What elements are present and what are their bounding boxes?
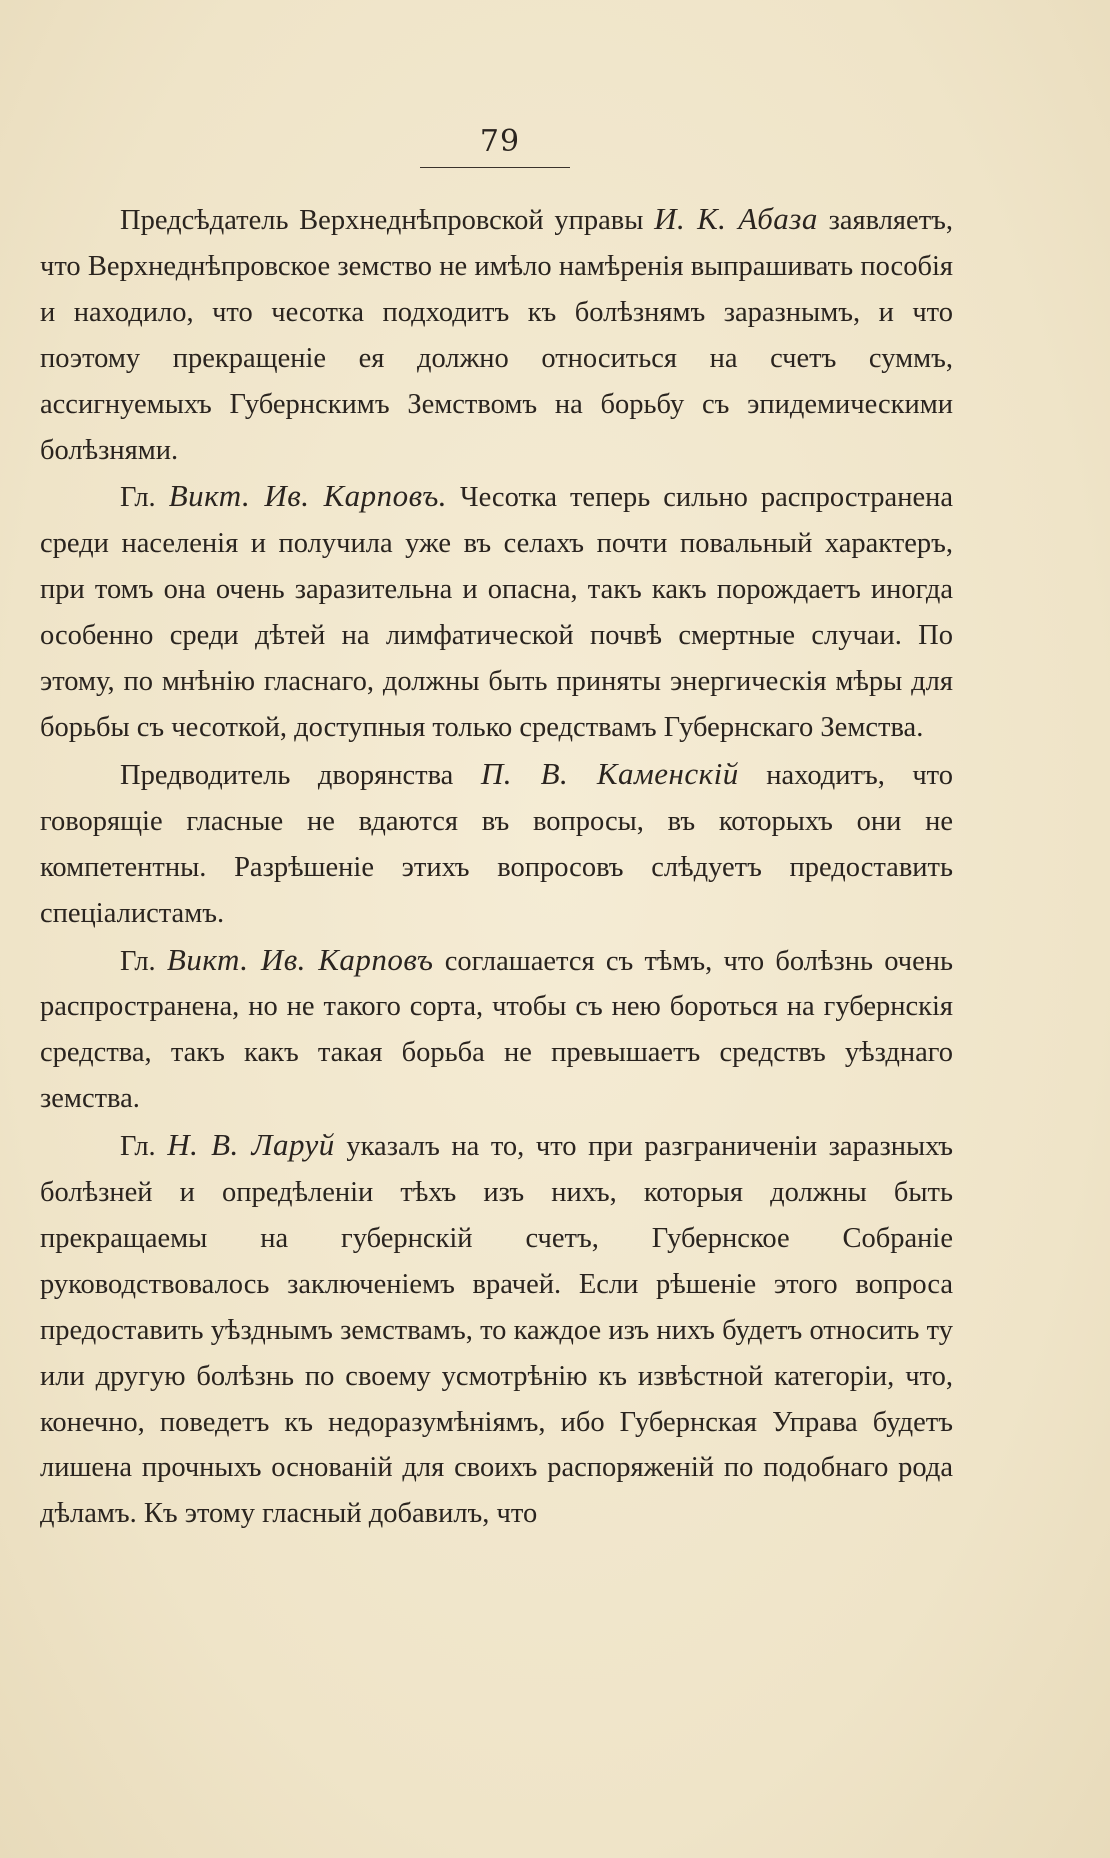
paragraph-karpov-2: [40, 937, 953, 1123]
paragraph-laruy: [40, 1122, 953, 1537]
speaker-name: П. В. Каменскій: [480, 755, 739, 791]
paragraph-abaza: [40, 196, 953, 473]
speaker-name: И. К. Абаза: [654, 201, 818, 236]
paragraph-text: Гл.: [120, 482, 169, 514]
paragraph-text: заявляетъ, что Верхнеднѣпровское земство не имѣло намѣренія выпрашивать пособія и находило, что чесотка подходитъ къ болѣзнямъ заразнымъ, и что поэтому прекращеніе ея должно относиться на счетъ суммъ, ассигнуемыхъ Губернскимъ Земствомъ на борьбу съ эпидемическими болѣзнями.: [40, 205, 954, 466]
header-rule: [420, 167, 570, 168]
page-number: 79: [479, 124, 521, 159]
body-text: [40, 196, 953, 1537]
paragraph-text: Гл.: [120, 945, 167, 977]
paragraph-text: Предсѣдатель Верхнеднѣпровской управы: [120, 205, 655, 236]
paragraph-karpov-1: [40, 473, 953, 750]
paragraph-text: соглашается съ тѣмъ, что болѣзнь очень распространена, но не такого сорта, чтобы съ нею бороться на губернскія средства, такъ какъ такая борьба не превышаетъ средствъ уѣзднаго земства.: [40, 945, 953, 1115]
speaker-name: Викт. Ив. Карповъ.: [168, 478, 448, 514]
paragraph-text: находитъ, что говорящіе гласные не вдаются въ вопросы, въ которыхъ они не компетентны. Разрѣшеніе этихъ вопросовъ слѣдуетъ предоставить спеціалистамъ.: [40, 759, 953, 929]
page-header: [0, 124, 1000, 159]
paragraph-text: Предводитель дворянства: [120, 759, 481, 791]
paragraph-text: Гл.: [120, 1131, 168, 1163]
speaker-name: Н. В. Ларуй: [167, 1127, 335, 1163]
speaker-name: Викт. Ив. Карповъ: [166, 941, 434, 977]
paragraph-kamensky: [40, 751, 953, 937]
paragraph-text: Чесотка теперь сильно распространена среди населенія и получила уже въ селахъ почти повальный характеръ, при томъ она очень заразительна и опасна, такъ какъ порождаетъ иногда особенно среди дѣтей на лимфатической почвѣ смертные случаи. По этому, по мнѣнію гласнаго, должны быть приняты энергическія мѣры для борьбы съ чесоткой, доступныя только средствамъ Губернскаго Земства.: [40, 482, 953, 743]
paragraph-text: указалъ на то, что при разграниченіи заразныхъ болѣзней и опредѣленіи тѣхъ изъ нихъ, которыя должны быть прекращаемы на губернскій счетъ, Губернское Собраніе руководствовалось заключеніемъ врачей. Если рѣшеніе этого вопроса предоставить уѣзднымъ земствамъ, то каждое изъ нихъ будетъ относить ту или другую болѣзнь по своему усмотрѣнію къ извѣстной категоріи, что, конечно, поведетъ къ недоразумѣніямъ, ибо Губернская Управа будетъ лишена прочныхъ основаній для своихъ распоряженій по подобнаго рода дѣламъ. Къ этому гласный добавилъ, что: [40, 1131, 953, 1530]
